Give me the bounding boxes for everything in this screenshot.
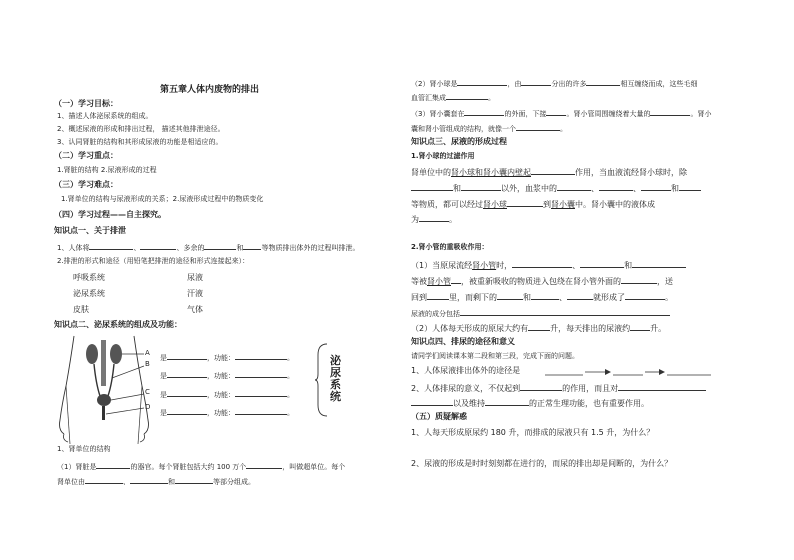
pair-right-1: 尿液	[187, 273, 203, 282]
filtration-line-3: 等物质，都可以经过肾小球 到肾小囊中。肾小囊中的液体成	[411, 200, 655, 209]
capsule-line-2: 囊和肾小管组成的结构，就像一个 。	[411, 125, 567, 133]
aorta	[101, 340, 106, 386]
urethra	[102, 406, 105, 420]
urine-composition-line: 尿液的成分包括	[411, 308, 670, 318]
knowledge-4-intro: 请同学们阅读课本第二段和第三段，完成下面的问题。	[411, 352, 579, 360]
organ-line-c: 是 ，功能： 。	[160, 391, 294, 399]
right-kidney	[110, 344, 122, 364]
arrow-2-head	[659, 369, 665, 375]
urination-significance-line-2: 以及维持 的正常生理功能，也有重要作用。	[411, 398, 649, 408]
label-a: A	[145, 349, 150, 357]
label-c: C	[145, 388, 150, 396]
label-b: B	[145, 360, 150, 368]
pair-left-3: 皮肤	[73, 305, 89, 314]
process-heading: （四）学习过程——自主探究。	[54, 210, 166, 219]
left-kidney	[86, 344, 98, 364]
filtration-line-2: 和 以外，血浆中的 、 、 和	[411, 183, 701, 193]
difficulty-1: 1.肾单位的结构与尿液形成的关系；2.尿液形成过程中的物质变化	[61, 195, 264, 203]
objective-3: 3、认同肾脏的结构和其形成尿液的功能是相适应的。	[57, 138, 223, 146]
nephron-line-2: 肾单位由 、 和 等部分组成。	[57, 478, 255, 486]
reabsorption-line-1: （1）当原尿流经肾小管时， 、 和	[411, 260, 686, 270]
filtration-heading: 1.肾小球的过滤作用	[411, 152, 475, 160]
key-point-1: 1.肾脏的结构 2.尿液形成的过程	[57, 166, 157, 174]
right-ureter	[108, 364, 114, 396]
system-bracket	[315, 343, 329, 417]
key-points-heading: （二）学习重点：	[54, 151, 118, 160]
urination-significance-line-1: 2、人体排尿的意义，不仅起到 的作用，而且对	[411, 383, 706, 393]
glomerulus-line-2: 血管汇集成 。	[411, 94, 495, 102]
excretion-question-1: 1、人体将 、 、多余的 和 等物质排出体外的过程叫排泄。	[57, 244, 360, 252]
pair-left-2: 泌尿系统	[73, 289, 105, 298]
filtration-line-4: 为 。	[411, 215, 457, 224]
glomerulus-line-1: （2）肾小球是 ，由 分出的许多 相互缠绕而成，这些毛细	[411, 80, 698, 88]
reabsorption-line-3: 回到 里，而剩下的 和 、 就形成了 。	[411, 293, 673, 302]
difficulties-heading: （三）学习难点：	[54, 180, 118, 189]
urination-path-line: 1、人体尿液排出体外的途径是	[411, 366, 521, 375]
objective-2: 2、概述尿液的形成和排出过程， 描述其他排泄途径。	[57, 125, 225, 133]
knowledge-4-heading: 知识点四、排尿的途径和意义	[411, 337, 515, 346]
bladder	[97, 394, 111, 406]
capsule-line-1: （3）肾小囊套在 的外面，下接 。肾小管周围缠绕着大量的 。肾小	[411, 110, 712, 118]
organ-line-a: 是 ，功能： 。	[160, 354, 294, 362]
questions-heading: （五）质疑解惑	[411, 412, 467, 421]
objective-1: 1、描述人体泌尿系统的组成。	[57, 112, 153, 120]
arrow-1-head	[605, 369, 611, 375]
organ-line-b: 是 ，功能： 。	[160, 372, 294, 380]
urinary-system-label: 泌尿系统	[330, 354, 341, 403]
knowledge-2-heading: 知识点二、泌尿系统的组成及功能：	[54, 320, 182, 329]
pair-right-3: 气体	[187, 305, 203, 314]
daily-urine-line: （2）人体每天形成的原尿大约有 升，每天排出的尿液约 升。	[411, 324, 667, 333]
question-2: 2、尿液的形成是时时刻刻都在进行的，而尿的排出却是间断的，为什么？	[411, 459, 673, 468]
question-1: 1、人每天形成原尿约 180 升，而排成的尿液只有 1.5 升，为什么？	[411, 428, 655, 437]
objectives-heading: （一）学习目标：	[54, 99, 118, 108]
knowledge-1-heading: 知识点一、关于排泄	[54, 226, 126, 235]
urination-path-arrows	[545, 367, 713, 376]
pair-left-1: 呼吸系统	[73, 273, 105, 282]
excretion-question-2: 2.排泄的形式和途径（用铅笔把排泄的途径和形式连接起来）：	[57, 257, 250, 265]
left-ureter	[94, 364, 100, 396]
filtration-line-1: 肾单位中的肾小球和肾小囊内壁起 作用，当血液流经肾小球时，除	[411, 168, 687, 177]
reabsorption-heading: 2.肾小管的重吸收作用：	[411, 243, 489, 251]
nephron-line-1: （1）肾脏是 的器官。每个肾脏包括大约 100 万个 ，叫做超单位。每个	[57, 463, 346, 471]
label-d: D	[145, 403, 151, 411]
nephron-heading: 1、肾单位的结构	[57, 445, 111, 453]
body-outline-left	[60, 336, 75, 434]
pair-right-2: 汗液	[187, 289, 203, 298]
page-title: 第五章人体内废物的排出	[160, 85, 260, 95]
reabsorption-line-2: 等被肾小管 ，被重新吸收的物质进入包绕在肾小管外面的 ，送	[411, 277, 673, 286]
organ-line-d: 是 ，功能： 。	[160, 409, 294, 417]
knowledge-3-heading: 知识点三、尿液的形成过程	[411, 137, 507, 146]
